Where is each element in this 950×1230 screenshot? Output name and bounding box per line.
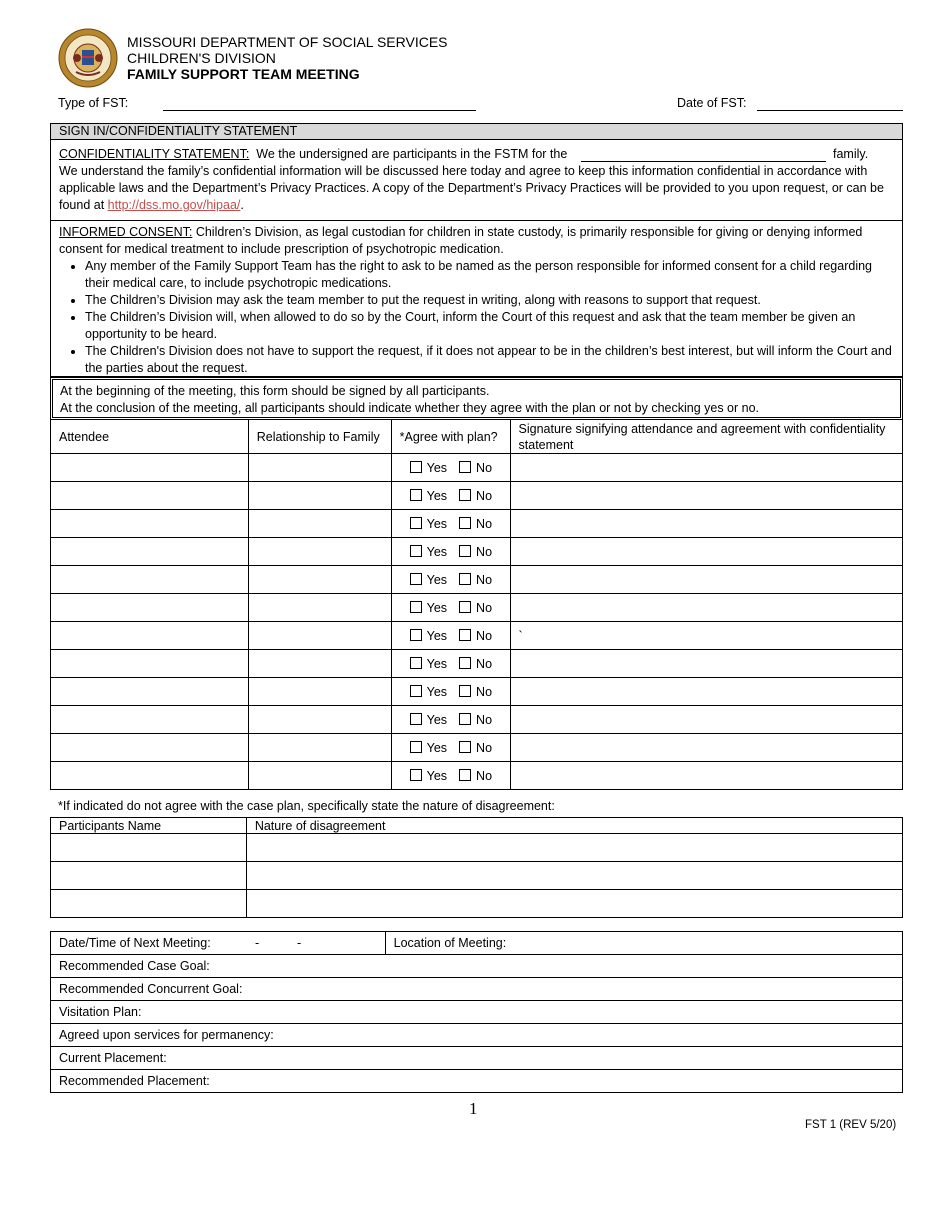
no-checkbox[interactable] <box>459 657 471 669</box>
meeting-field[interactable]: Recommended Case Goal: <box>51 955 903 978</box>
instructions-line-2: At the conclusion of the meeting, all participants should indicate whether they agree with the plan or not by checking yes or no. <box>60 401 760 415</box>
no-checkbox[interactable] <box>459 489 471 501</box>
family-label: family. <box>833 147 869 161</box>
yes-checkbox[interactable] <box>410 545 422 557</box>
table-row <box>51 890 903 918</box>
relationship-cell[interactable] <box>248 622 391 650</box>
meeting-field[interactable]: Recommended Placement: <box>51 1070 903 1093</box>
agree-cell <box>391 706 510 734</box>
agree-cell <box>391 678 510 706</box>
nature-cell[interactable] <box>246 862 902 890</box>
no-label: No <box>476 544 493 559</box>
col-attendee: Attendee <box>51 420 249 454</box>
agree-cell <box>391 510 510 538</box>
yes-checkbox[interactable] <box>410 629 422 641</box>
table-row <box>51 834 903 862</box>
no-checkbox[interactable] <box>459 741 471 753</box>
no-label: No <box>476 516 493 531</box>
meeting-row <box>51 978 903 1001</box>
no-label: No <box>476 628 493 643</box>
relationship-cell[interactable] <box>248 566 391 594</box>
yes-label: Yes <box>426 656 448 671</box>
list-item: • The Children’s Division may ask the team member to put the request in writing, along with reasons to support that request. <box>85 292 894 309</box>
next-meeting-label: Date/Time of Next Meeting: <box>59 936 211 950</box>
form-header <box>127 34 448 82</box>
meeting-row <box>51 1047 903 1070</box>
signature-cell[interactable] <box>510 482 902 510</box>
table-row <box>51 862 903 890</box>
no-label: No <box>476 740 493 755</box>
no-checkbox[interactable] <box>459 573 471 585</box>
yes-checkbox[interactable] <box>410 713 422 725</box>
agree-cell <box>391 594 510 622</box>
attendee-cell[interactable] <box>51 566 249 594</box>
informed-consent <box>50 220 903 377</box>
meeting-row <box>51 955 903 978</box>
participant-cell[interactable] <box>51 890 247 918</box>
table-row <box>51 622 903 650</box>
location-label[interactable]: Location of Meeting: <box>385 932 902 955</box>
no-label: No <box>476 768 493 783</box>
instructions-box <box>50 377 903 420</box>
signature-cell[interactable] <box>510 594 902 622</box>
yes-label: Yes <box>426 572 448 587</box>
signature-cell[interactable] <box>510 762 902 790</box>
consent-text: Children’s Division, as legal custodian for children in state custody, is primarily responsible for giving or denying informed consent for medical treatment to include prescription of psychotropic medication. <box>59 225 863 256</box>
family-name-field[interactable] <box>581 146 826 162</box>
yes-checkbox[interactable] <box>410 573 422 585</box>
meeting-field[interactable]: Visitation Plan: <box>51 1001 903 1024</box>
yes-checkbox[interactable] <box>410 741 422 753</box>
type-of-fst-label: Type of FST: <box>58 96 129 110</box>
attendee-cell[interactable] <box>51 678 249 706</box>
no-checkbox[interactable] <box>459 769 471 781</box>
no-checkbox[interactable] <box>459 601 471 613</box>
table-row <box>51 762 903 790</box>
table-row <box>51 650 903 678</box>
yes-label: Yes <box>426 600 448 615</box>
signature-cell[interactable] <box>510 650 902 678</box>
page-title: FAMILY SUPPORT TEAM MEETING <box>127 66 360 82</box>
confidentiality-text: We the undersigned are participants in the FSTM for the <box>256 147 568 161</box>
next-meeting-row <box>51 932 903 955</box>
no-checkbox[interactable] <box>459 685 471 697</box>
confidentiality-statement <box>50 139 903 221</box>
agree-cell <box>391 482 510 510</box>
yes-label: Yes <box>426 740 448 755</box>
no-checkbox[interactable] <box>459 461 471 473</box>
date-of-fst-field[interactable] <box>757 95 903 111</box>
attendee-cell[interactable] <box>51 594 249 622</box>
form-id: FST 1 (REV 5/20) <box>805 1119 897 1131</box>
nature-cell[interactable] <box>246 834 902 862</box>
date-of-fst-label: Date of FST: <box>677 96 747 110</box>
yes-checkbox[interactable] <box>410 685 422 697</box>
relationship-cell[interactable] <box>248 650 391 678</box>
attendance-table <box>50 419 903 790</box>
relationship-cell[interactable] <box>248 454 391 482</box>
signature-cell[interactable] <box>510 734 902 762</box>
participant-cell[interactable] <box>51 862 247 890</box>
no-label: No <box>476 460 493 475</box>
attendee-cell[interactable] <box>51 762 249 790</box>
yes-label: Yes <box>426 544 448 559</box>
division-name: CHILDREN'S DIVISION <box>127 50 276 66</box>
page-number: 1 <box>469 1099 478 1118</box>
relationship-cell[interactable] <box>248 706 391 734</box>
list-item: • Any member of the Family Support Team has the right to ask to be named as the person responsible for informed consent for a child regarding their medical care, to include psychotropic medications. <box>85 258 894 292</box>
table-row <box>51 706 903 734</box>
attendee-cell[interactable] <box>51 454 249 482</box>
table-row <box>51 594 903 622</box>
signature-cell[interactable] <box>510 538 902 566</box>
agree-cell <box>391 566 510 594</box>
no-checkbox[interactable] <box>459 713 471 725</box>
yes-label: Yes <box>426 768 448 783</box>
table-row <box>51 566 903 594</box>
relationship-cell[interactable] <box>248 762 391 790</box>
attendee-cell[interactable] <box>51 622 249 650</box>
no-checkbox[interactable] <box>459 629 471 641</box>
attendee-cell[interactable] <box>51 650 249 678</box>
table-row <box>51 538 903 566</box>
no-checkbox[interactable] <box>459 545 471 557</box>
meeting-row <box>51 1070 903 1093</box>
yes-checkbox[interactable] <box>410 461 422 473</box>
table-row <box>51 510 903 538</box>
attendee-cell[interactable] <box>51 510 249 538</box>
yes-checkbox[interactable] <box>410 657 422 669</box>
stray-mark: ` <box>518 628 523 643</box>
attendee-cell[interactable] <box>51 734 249 762</box>
meeting-field[interactable]: Current Placement: <box>51 1047 903 1070</box>
list-item: • The Children’s Division will, when allowed to do so by the Court, inform the Court of this request and ask that the team member be given an opportunity to be heard. <box>85 309 894 343</box>
consent-list <box>59 258 894 377</box>
col-participant: Participants Name <box>51 818 247 834</box>
type-of-fst-field[interactable] <box>163 95 476 111</box>
table-row <box>51 482 903 510</box>
period: . <box>240 198 244 212</box>
col-signature: Signature signifying attendance and agreement with confidentiality statement <box>510 420 902 454</box>
col-relationship: Relationship to Family <box>248 420 391 454</box>
signature-cell[interactable] <box>510 566 902 594</box>
signature-cell[interactable] <box>510 622 902 650</box>
hipaa-link[interactable]: http://dss.mo.gov/hipaa/ <box>107 198 241 212</box>
participant-cell[interactable] <box>51 834 247 862</box>
table-row <box>51 678 903 706</box>
no-label: No <box>476 712 493 727</box>
yes-label: Yes <box>426 684 448 699</box>
disagree-note: *If indicated do not agree with the case plan, specifically state the nature of disagreement: <box>58 799 555 813</box>
table-row <box>51 454 903 482</box>
no-checkbox[interactable] <box>459 517 471 529</box>
nature-cell[interactable] <box>246 890 902 918</box>
agency-name: MISSOURI DEPARTMENT OF SOCIAL SERVICES <box>127 34 448 50</box>
disagreement-table <box>50 817 903 918</box>
meeting-field[interactable]: Agreed upon services for permanency: <box>51 1024 903 1047</box>
agree-cell <box>391 538 510 566</box>
meeting-field[interactable]: Recommended Concurrent Goal: <box>51 978 903 1001</box>
yes-label: Yes <box>426 516 448 531</box>
table-header-row <box>51 420 903 454</box>
yes-checkbox[interactable] <box>410 601 422 613</box>
section-title: SIGN IN/CONFIDENTIALITY STATEMENT <box>50 123 903 140</box>
yes-checkbox[interactable] <box>410 769 422 781</box>
state-seal-icon <box>58 28 118 88</box>
confidentiality-heading: CONFIDENTIALITY STATEMENT: <box>59 147 250 161</box>
relationship-cell[interactable] <box>248 678 391 706</box>
relationship-cell[interactable] <box>248 538 391 566</box>
yes-checkbox[interactable] <box>410 489 422 501</box>
no-label: No <box>476 488 493 503</box>
relationship-cell[interactable] <box>248 734 391 762</box>
meeting-row <box>51 1001 903 1024</box>
agree-cell <box>391 622 510 650</box>
agree-cell <box>391 762 510 790</box>
signature-cell[interactable] <box>510 454 902 482</box>
attendee-cell[interactable] <box>51 482 249 510</box>
agree-cell <box>391 454 510 482</box>
attendee-cell[interactable] <box>51 706 249 734</box>
relationship-cell[interactable] <box>248 482 391 510</box>
yes-checkbox[interactable] <box>410 517 422 529</box>
no-label: No <box>476 600 493 615</box>
meeting-info-table <box>50 931 903 1093</box>
no-label: No <box>476 684 493 699</box>
signature-cell[interactable] <box>510 706 902 734</box>
no-label: No <box>476 572 493 587</box>
list-item: • The Children's Division does not have to support the request, if it does not appear to be in the children’s best interest, but will inform the Court and the parties about the request. <box>85 343 894 377</box>
no-label: No <box>476 656 493 671</box>
yes-label: Yes <box>426 628 448 643</box>
signature-cell[interactable] <box>510 678 902 706</box>
agree-cell <box>391 734 510 762</box>
consent-heading: INFORMED CONSENT: <box>59 225 193 239</box>
attendee-cell[interactable] <box>51 538 249 566</box>
time-dash: - <box>297 936 302 950</box>
table-row <box>51 734 903 762</box>
relationship-cell[interactable] <box>248 594 391 622</box>
yes-label: Yes <box>426 712 448 727</box>
confidentiality-body: We understand the family’s confidential information will be discussed here today and agree to keep this information confidential in accordance with applicable laws and the Department’s Privacy Practices. A copy of the Department’s Privacy Practices will be provided to you upon request, or can be found at <box>59 164 884 212</box>
agree-cell <box>391 650 510 678</box>
instructions-line-1: At the beginning of the meeting, this form should be signed by all participants. <box>60 384 490 398</box>
yes-label: Yes <box>426 488 448 503</box>
date-dash: - <box>255 936 260 950</box>
meeting-row <box>51 1024 903 1047</box>
yes-label: Yes <box>426 460 448 475</box>
relationship-cell[interactable] <box>248 510 391 538</box>
col-nature: Nature of disagreement <box>246 818 902 834</box>
signature-cell[interactable] <box>510 510 902 538</box>
table-header-row <box>51 818 903 834</box>
col-agree: *Agree with plan? <box>391 420 510 454</box>
